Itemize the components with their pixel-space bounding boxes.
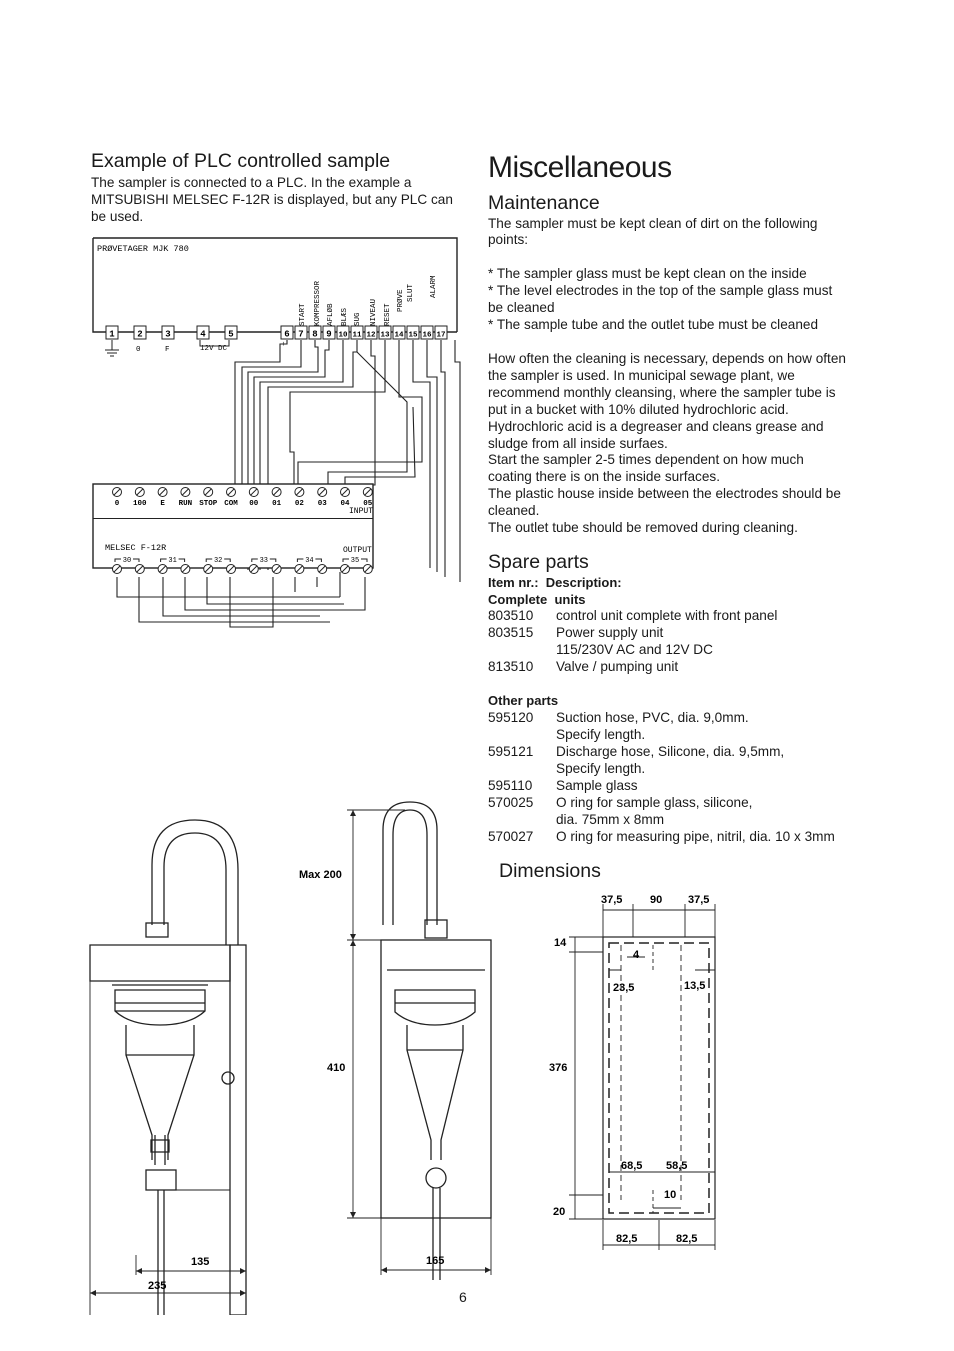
dim-165: 165: [426, 1255, 445, 1267]
plc-input-term-label: 05: [363, 500, 373, 508]
sampler-terminal-number: 16: [422, 331, 432, 340]
plc-input-term-label: 100: [133, 500, 147, 508]
part-description: 115/230V AC and 12V DC: [556, 642, 713, 657]
sampler-terminal-number: 13: [380, 331, 390, 340]
dim-bottom-2: 82,5: [676, 1233, 698, 1245]
plc-input-term-label: 03: [317, 500, 327, 508]
maintenance-body-line: recommend monthly cleansing, where the sampler tube is: [488, 384, 836, 400]
maintenance-intro-1: The sampler must be kept clean of dirt on the following: [488, 216, 818, 231]
part-code: 595121: [488, 744, 534, 759]
plc-output-group: 35: [350, 557, 360, 565]
part-description: O ring for sample glass, silicone,: [556, 795, 753, 810]
vlabel-reset: RESET: [384, 303, 392, 326]
part-description: Sample glass: [556, 778, 638, 793]
plc-section-title: Example of PLC controlled sample: [91, 150, 391, 172]
plc-input-term-label: 0: [114, 500, 120, 508]
part-code: 595120: [488, 710, 534, 725]
maintenance-bullet: be cleaned: [488, 300, 555, 315]
page-title: Miscellaneous: [488, 151, 672, 184]
part-description: control unit complete with front panel: [556, 608, 778, 623]
dim-bottom-1: 82,5: [616, 1233, 638, 1245]
dim-inner-68-5: 68,5: [621, 1160, 643, 1172]
plc-intro-line-1: The sampler is connected to a PLC. In the example a: [91, 175, 412, 190]
vlabel-kompressor: KOMPRESSOR: [314, 280, 322, 326]
front-view-drawing: [295, 800, 505, 1280]
dim-left-14: 14: [554, 937, 567, 949]
vlabel-slut: SLUT: [407, 283, 415, 302]
maintenance-bullet: * The level electrodes in the top of the sample glass must: [488, 283, 833, 298]
part-code: 803510: [488, 608, 534, 623]
sampler-terminal-number: 9: [326, 329, 332, 340]
vlabel-blaes: BLÆS: [341, 307, 349, 326]
plc-model-label: MELSEC F-12R: [105, 543, 167, 553]
part-code: 595110: [488, 778, 533, 793]
sampler-terminal-number: 1: [109, 329, 115, 340]
plc-input-term-label: 04: [340, 500, 350, 508]
plc-input-term-label: COM: [224, 500, 238, 508]
plc-input-term-label: 01: [272, 500, 282, 508]
dim-410: 410: [327, 1062, 346, 1074]
maintenance-body-line: put in a bucket with 10% diluted hydrochloric acid.: [488, 401, 789, 417]
dim-top-2: 90: [650, 894, 663, 906]
maintenance-body-line: the sampler is used. In municipal sewage plant, we: [488, 367, 795, 383]
maintenance-body-line: coating there is on the inside surfaces.: [488, 469, 720, 485]
sampler-terminal-number: 17: [436, 331, 446, 340]
other-parts-heading: Other parts: [488, 693, 559, 708]
spare-parts-heading: Spare parts: [488, 551, 589, 573]
part-code: 803515: [488, 625, 534, 640]
dimensions-heading: Dimensions: [499, 860, 601, 882]
part-description: Valve / pumping unit: [556, 659, 679, 674]
vlabel-start: START: [299, 303, 307, 326]
part-description: Discharge hose, Silicone, dia. 9,5mm,: [556, 744, 785, 759]
dim-inner-58-5: 58,5: [666, 1160, 688, 1172]
dim-left-20: 20: [553, 1206, 566, 1218]
part-description: O ring for measuring pipe, nitril, dia. 10 x 3mm: [556, 829, 835, 844]
sampler-terminal-number: 11: [352, 331, 362, 340]
vlabel-sug: SUG: [354, 312, 362, 326]
sampler-terminal-number: 7: [298, 329, 304, 340]
label-12v: 12V DC: [200, 345, 228, 353]
plc-output-group: 31: [168, 557, 177, 565]
sampler-terminal-number: 3: [165, 329, 171, 340]
plc-output-group: 33: [259, 557, 269, 565]
plc-wiring-diagram: [85, 232, 465, 632]
complete-units-heading: Complete units: [488, 592, 586, 607]
vlabel-proeve: PRØVE: [397, 289, 405, 312]
part-description: dia. 75mm x 8mm: [556, 812, 665, 827]
dim-inner-13-5: 13,5: [684, 980, 706, 992]
spare-parts-columns: Item nr.: Description:: [488, 575, 622, 590]
part-code: 570025: [488, 795, 534, 810]
dim-top-3: 37,5: [688, 894, 710, 906]
maintenance-heading: Maintenance: [488, 192, 600, 214]
maintenance-body-line: The outlet tube should be removed during cleaning.: [488, 520, 798, 536]
mounting-plate-drawing: [545, 890, 735, 1255]
label-f: F: [165, 346, 170, 354]
maintenance-intro-2: points:: [488, 232, 529, 247]
sampler-terminal-number: 14: [394, 331, 404, 340]
plc-input-label: INPUT: [349, 507, 374, 516]
plc-input-term-label: STOP: [199, 500, 218, 508]
sampler-terminal-number: 12: [366, 331, 376, 340]
plc-output-group: 32: [213, 557, 223, 565]
dim-inner-10: 10: [664, 1189, 677, 1201]
plc-input-term-label: 00: [249, 500, 259, 508]
vlabel-afloeb: AFLØB: [327, 303, 335, 326]
maintenance-body-line: cleaned.: [488, 503, 540, 519]
sampler-terminal-number: 10: [338, 331, 348, 340]
plc-input-term-label: RUN: [178, 500, 193, 508]
maintenance-body-line: sludge from all inside surfaes.: [488, 435, 668, 451]
sampler-terminal-number: 2: [137, 329, 143, 340]
dim-max-200: Max 200: [299, 869, 342, 881]
vlabel-niveau: NIVEAU: [370, 298, 378, 326]
part-description: Specify length.: [556, 727, 646, 742]
plc-intro-line-2: MITSUBISHI MELSEC F-12R is displayed, but any PLC can: [91, 192, 453, 207]
plc-input-term-label: E: [160, 500, 165, 508]
dim-235: 235: [148, 1280, 167, 1292]
dim-left-376: 376: [549, 1062, 568, 1074]
maintenance-body-line: How often the cleaning is necessary, depends on how often: [488, 351, 846, 366]
part-description: Suction hose, PVC, dia. 9,0mm.: [556, 710, 749, 725]
plc-output-group: 30: [122, 557, 132, 565]
maintenance-bullet: * The sample tube and the outlet tube must be cleaned: [488, 317, 819, 332]
sampler-terminal-number: 15: [408, 331, 418, 340]
sampler-terminal-number: 5: [228, 329, 234, 340]
maintenance-bullet: * The sampler glass must be kept clean on the inside: [488, 266, 807, 281]
label-plus: +: [281, 341, 286, 349]
dim-inner-23-5: 23,5: [613, 982, 635, 994]
part-description: Specify length.: [556, 761, 646, 776]
plc-input-term-label: 02: [294, 500, 304, 508]
part-code: 813510: [488, 659, 534, 674]
plc-intro-line-3: be used.: [91, 209, 144, 224]
side-view-drawing: [80, 815, 270, 1315]
maintenance-body-line: The plastic house inside between the electrodes should be: [488, 486, 841, 502]
sampler-terminal-number: 4: [200, 329, 206, 340]
maintenance-body-line: Hydrochloric acid is a degreaser and cleans grease and: [488, 418, 824, 434]
page-number: 6: [459, 1289, 467, 1305]
dim-135: 135: [191, 1256, 210, 1268]
maintenance-body: [488, 351, 888, 537]
device-label: PRØVETAGER MJK 780: [97, 244, 189, 254]
dim-top-1: 37,5: [601, 894, 623, 906]
vlabel-alarm: ALARM: [430, 275, 438, 298]
part-description: Power supply unit: [556, 625, 664, 640]
label-0: 0: [136, 346, 141, 354]
sampler-terminal-number: 6: [284, 329, 290, 340]
dim-inner-4: 4: [633, 949, 640, 961]
plc-output-group: 34: [305, 557, 314, 565]
sampler-terminal-number: 8: [312, 329, 318, 340]
maintenance-body-line: Start the sampler 2-5 times dependent on how much: [488, 452, 804, 468]
part-code: 570027: [488, 829, 534, 844]
plc-output-label: OUTPUT: [343, 546, 372, 555]
